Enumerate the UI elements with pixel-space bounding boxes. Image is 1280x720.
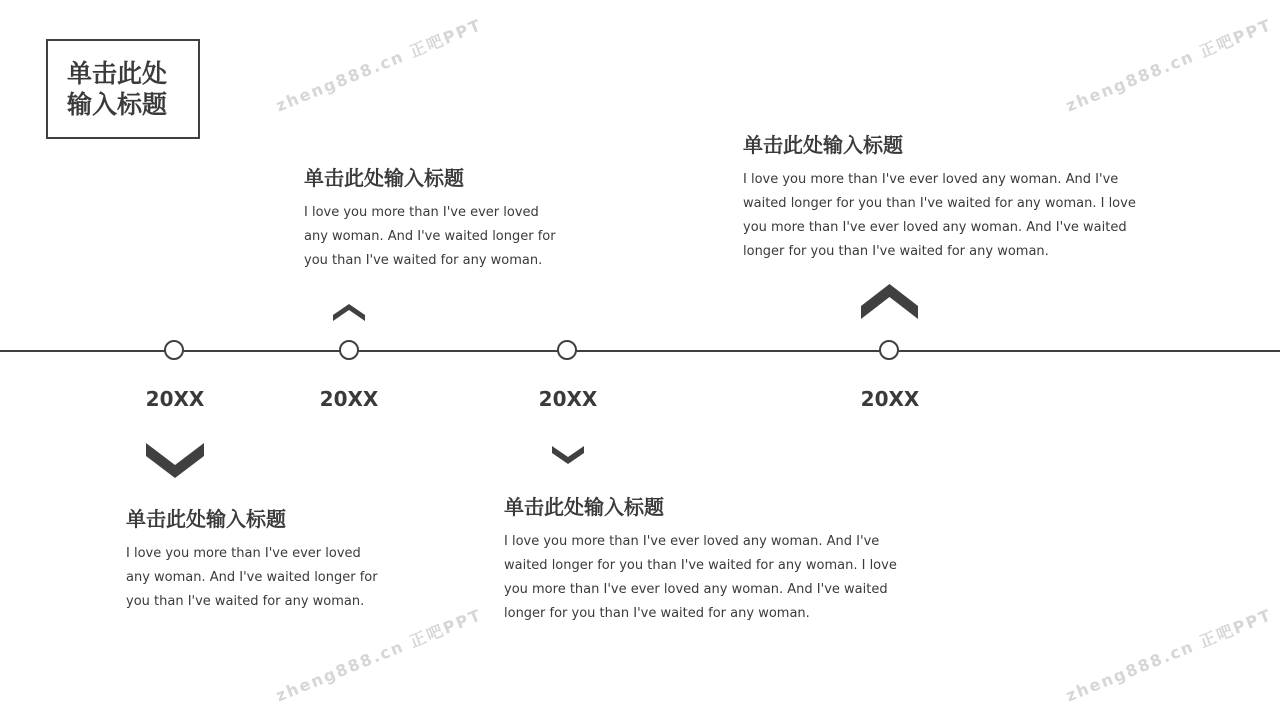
event-body[interactable]: I love you more than I've ever loved any woman. And I've waited longer for you than I've waited for any woman. [304,205,556,268]
chevron-down-icon [146,443,204,479]
year-label-4: 20XX [860,387,920,411]
watermark: zheng888.cn 正吧PPT [1063,605,1275,706]
timeline-node-2 [339,340,359,360]
event-card-4 [743,132,1163,264]
timeline-node-3 [557,340,577,360]
page-title[interactable]: 单击此处输入标题 [67,59,168,119]
event-heading[interactable]: 单击此处输入标题 [126,507,286,531]
event-card-1 [126,506,388,614]
event-heading[interactable]: 单击此处输入标题 [504,495,664,519]
event-heading[interactable]: 单击此处输入标题 [743,133,903,157]
watermark: zheng888.cn 正吧PPT [273,605,485,706]
timeline-node-1 [164,340,184,360]
timeline-line [0,350,1280,352]
year-label-1: 20XX [145,387,205,411]
event-heading[interactable]: 单击此处输入标题 [304,166,464,190]
chevron-down-icon [552,446,584,465]
chevron-up-icon [861,284,918,320]
event-body[interactable]: I love you more than I've ever loved any woman. And I've waited longer for you than I've waited for any woman. [126,546,378,609]
chevron-up-icon [333,304,365,322]
year-label-2: 20XX [319,387,379,411]
event-card-2 [304,165,566,273]
watermark: zheng888.cn 正吧PPT [273,15,485,116]
event-card-3 [504,494,924,626]
timeline-node-4 [879,340,899,360]
watermark: zheng888.cn 正吧PPT [1063,15,1275,116]
title-box [46,39,200,139]
event-body[interactable]: I love you more than I've ever loved any woman. And I've waited longer for you than I've waited for any woman. I love you more than I've ever loved any woman. And I've waited longer for you than I've waited for any woman. [504,534,897,621]
event-body[interactable]: I love you more than I've ever loved any woman. And I've waited longer for you than I've waited for any woman. I love you more than I've ever loved any woman. And I've waited longer for you than I've waited for any woman. [743,172,1136,259]
year-label-3: 20XX [538,387,598,411]
